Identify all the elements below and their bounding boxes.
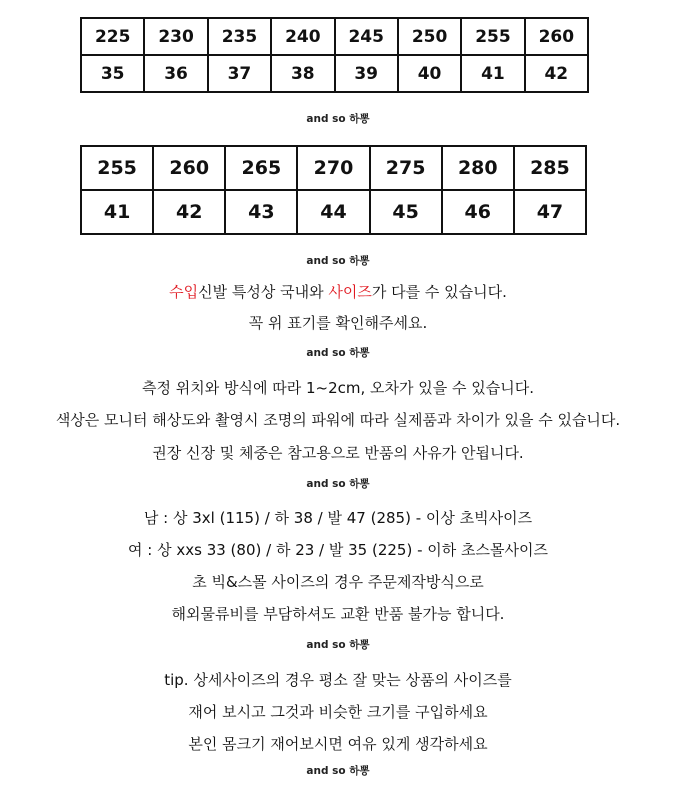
table-cell: 245 (335, 18, 398, 55)
table-cell: 42 (153, 190, 225, 234)
table-cell: 44 (297, 190, 369, 234)
table-cell: 41 (461, 55, 524, 92)
size-table-bottom (80, 145, 587, 235)
tip-line-3: 본인 몸크기 재어보시면 여유 있게 생각하세요 (188, 735, 488, 753)
table-cell: 36 (144, 55, 207, 92)
measure-line-2: 색상은 모니터 해상도와 촬영시 조명의 파워에 따라 실제품과 차이가 있을 수 있습니다. (55, 411, 621, 429)
table-cell: 240 (271, 18, 334, 55)
measure-line-1: 측정 위치와 방식에 따라 1~2cm, 오차가 있을 수 있습니다. (142, 379, 534, 397)
highlight-text: 수입 (169, 283, 199, 301)
table-cell: 40 (398, 55, 461, 92)
table-cell: 225 (81, 18, 144, 55)
notice-text: 신발 특성상 국내와 (198, 283, 329, 301)
table-cell: 280 (442, 146, 514, 190)
bigsmall-line-1: 남 : 상 3xl (115) / 하 38 / 발 47 (285) - 이상 초빅사이즈 (143, 509, 533, 527)
table-cell: 39 (335, 55, 398, 92)
table-cell: 35 (81, 55, 144, 92)
table-cell: 41 (81, 190, 153, 234)
table-cell: 235 (208, 18, 271, 55)
table-cell: 255 (81, 146, 153, 190)
notice-text: 가 다를 수 있습니다. (371, 283, 507, 301)
table-row (81, 55, 588, 92)
measure-line-3: 권장 신장 및 체중은 참고용으로 반품의 사유가 안됩니다. (152, 444, 524, 462)
table-cell: 38 (271, 55, 334, 92)
bigsmall-line-2: 여 : 상 xxs 33 (80) / 하 23 / 발 35 (225) - 이하 초스몰사이즈 (128, 541, 548, 559)
signature-text: and so 하뽕 (306, 347, 370, 359)
table-row (81, 146, 586, 190)
table-row (81, 18, 588, 55)
notice-line-1 (0, 282, 676, 302)
table-cell: 265 (225, 146, 297, 190)
table-cell: 260 (153, 146, 225, 190)
table-cell: 285 (514, 146, 586, 190)
signature-text: and so 하뽕 (306, 113, 370, 125)
table-cell: 230 (144, 18, 207, 55)
highlight-text: 사이즈 (328, 283, 372, 301)
signature-text: and so 하뽕 (306, 639, 370, 651)
signature-text: and so 하뽕 (306, 478, 370, 490)
tip-line-2: 재어 보시고 그것과 비슷한 크기를 구입하세요 (188, 703, 488, 721)
table-cell: 42 (525, 55, 588, 92)
table-cell: 47 (514, 190, 586, 234)
table-cell: 255 (461, 18, 524, 55)
signature-text: and so 하뽕 (306, 255, 370, 267)
table-cell: 270 (297, 146, 369, 190)
table-cell: 37 (208, 55, 271, 92)
table-cell: 43 (225, 190, 297, 234)
table-cell: 250 (398, 18, 461, 55)
bigsmall-line-3: 초 빅&스몰 사이즈의 경우 주문제작방식으로 (192, 573, 484, 591)
bigsmall-line-4: 해외물류비를 부담하셔도 교환 반품 불가능 합니다. (171, 605, 505, 623)
table-row (81, 190, 586, 234)
table-cell: 46 (442, 190, 514, 234)
signature-text: and so 하뽕 (306, 765, 370, 777)
table-cell: 275 (370, 146, 442, 190)
tip-line-1: tip. 상세사이즈의 경우 평소 잘 맞는 상품의 사이즈를 (164, 671, 512, 689)
size-table-top (80, 17, 589, 93)
table-cell: 45 (370, 190, 442, 234)
notice-line-2: 꼭 위 표기를 확인해주세요. (248, 314, 428, 332)
table-cell: 260 (525, 18, 588, 55)
